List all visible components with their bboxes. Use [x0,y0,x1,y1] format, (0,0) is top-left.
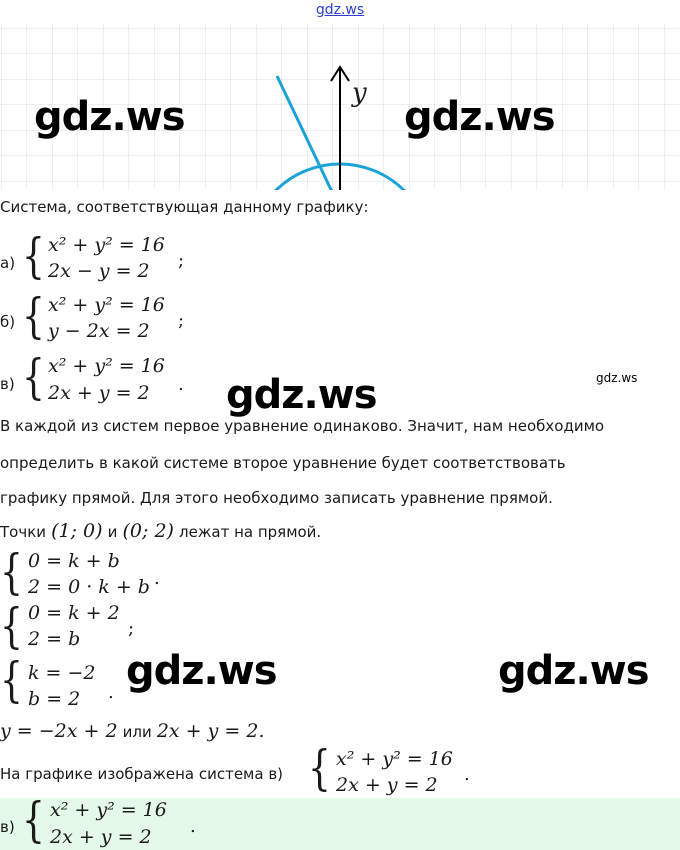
equation: x² + y² = 16 [336,748,453,770]
y-axis-label: y [352,78,367,108]
point: (1; 0) [51,520,103,542]
equation: 2x + y = 2 [336,774,438,796]
conclusion-text: На графике изображена система в) [0,765,284,783]
punctuation: ; [178,250,185,271]
punctuation: . [178,374,184,395]
option-label: в) [0,375,15,393]
punctuation: . [190,816,196,837]
paragraph-line: графику прямой. Для этого необходимо записать уравнение прямой. [0,489,553,507]
points-and: и [107,523,118,541]
option-label: б) [0,313,16,331]
equation: y = −2x + 2 [0,720,118,742]
brace: { [0,598,23,654]
equation: 2 = b [28,628,81,650]
equation: k = −2 [28,662,96,684]
option-label: а) [0,254,16,272]
equation: 2x + y = 2. [156,720,265,742]
equation: 0 = k + b [28,550,120,572]
watermark: gdz.ws [226,372,377,418]
punctuation: . [464,764,470,785]
punctuation: ; [128,618,135,639]
brace: { [22,288,45,344]
brace: { [22,349,45,405]
result-line [0,720,265,742]
equation: x² + y² = 16 [48,234,165,256]
punctuation: ; [178,310,185,331]
watermark-small: gdz.ws [596,371,638,385]
equation: 0 = k + 2 [28,602,120,624]
watermark: gdz.ws [404,94,555,140]
watermark: gdz.ws [126,648,277,694]
watermark: gdz.ws [498,648,649,694]
brace: { [22,792,45,848]
brace: { [22,228,45,284]
paragraph-line: В каждой из систем первое уравнение одинаково. Значит, нам необходимо [0,417,605,435]
equation: x² + y² = 16 [48,355,165,377]
punctuation: . [108,682,114,703]
equation: 2x + y = 2 [50,826,152,848]
brace: { [0,652,23,708]
equation: y − 2x = 2 [48,320,150,342]
brace: { [0,544,23,600]
equation: x² + y² = 16 [48,294,165,316]
result-or: или [122,723,152,741]
equation: 2x − y = 2 [48,260,150,282]
equation: b = 2 [28,688,81,710]
points-suffix: лежат на прямой. [179,523,322,541]
point: (0; 2) [122,520,174,542]
points-prefix: Точки [0,523,47,541]
answer-label: в) [0,818,15,836]
punctuation: . [154,568,160,589]
site-link[interactable]: gdz.ws [315,2,365,18]
watermark: gdz.ws [34,94,185,140]
equation: 2 = 0 · k + b [28,576,150,598]
equation: x² + y² = 16 [50,799,167,821]
intro-text: Система, соответствующая данному графику: [0,198,369,216]
equation: 2x + y = 2 [48,382,150,404]
points-line [0,520,321,542]
paragraph-line: определить в какой системе второе уравнение будет соответствовать [0,454,566,472]
brace: { [308,740,331,796]
